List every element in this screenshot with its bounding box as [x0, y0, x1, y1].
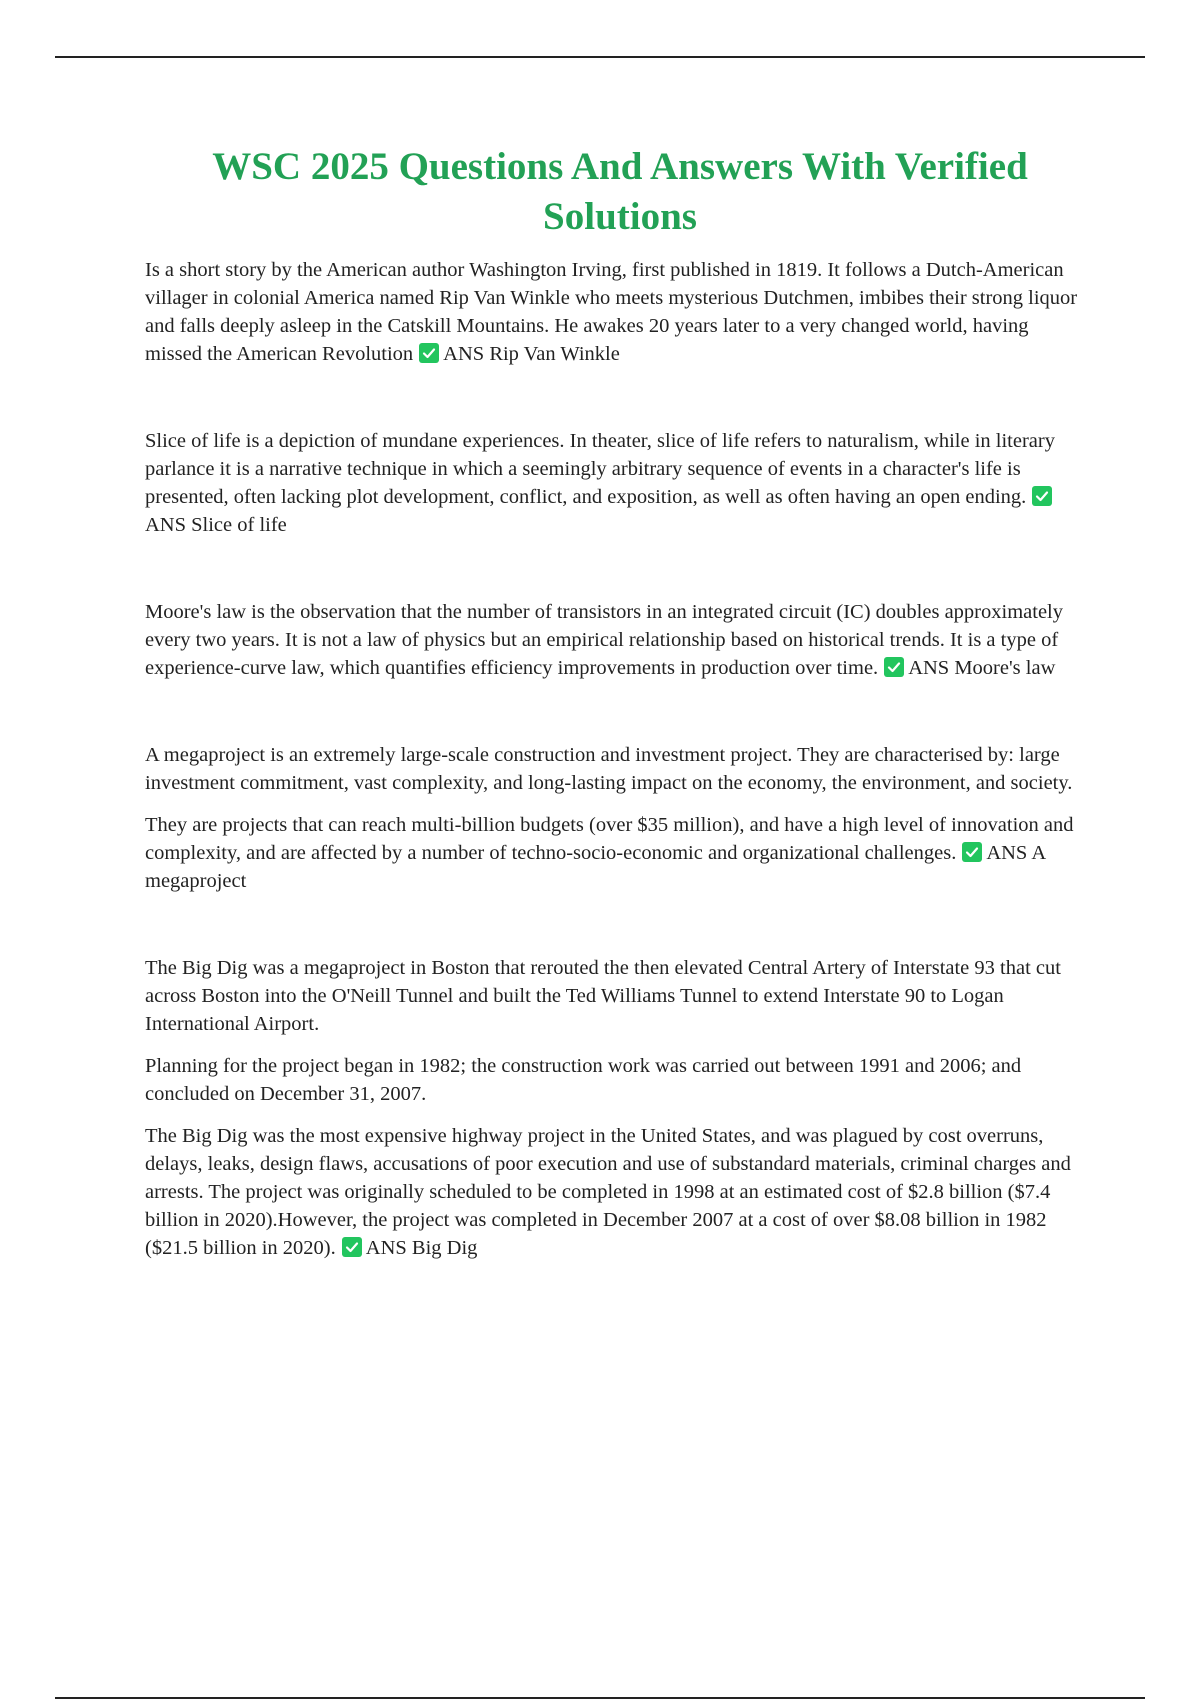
answer-text: Rip Van Winkle: [489, 343, 620, 365]
question-paragraph: [145, 256, 1090, 368]
answer-prefix: ANS: [145, 514, 187, 536]
qa-item: [145, 256, 1090, 368]
question-text: The Big Dig was the most expensive highway project in the United States, and was plagued by cost overruns, delays, leaks, design flaws, accusations of poor execution and use of substandard materials, criminal charges and arrests. The project was originally scheduled to be completed in 1998 at an estimated cost of $2.8 billion ($7.4 billion in 2020).However, the project was completed in December 2007 at a cost of over $8.08 billion in 1982 ($21.5 billion in 2020).: [145, 1125, 1071, 1259]
qa-item: [145, 598, 1090, 682]
document-title: WSC 2025 Questions And Answers With Verified Solutions: [212, 145, 1028, 238]
question-paragraph: The Big Dig was a megaproject in Boston that rerouted the then elevated Central Artery of Interstate 93 that cut across Boston into the O'Neill Tunnel and built the Ted Williams Tunnel to extend Interstate 90 to Logan International Airport.: [145, 957, 1061, 1035]
answer-text: Big Dig: [411, 1237, 478, 1259]
question-text: They are projects that can reach multi-billion budgets (over $35 million), and have a high level of innovation and complexity, and are affected by a number of techno-socio-economic and organizational challenges.: [145, 814, 1074, 864]
answer-prefix: ANS: [443, 343, 485, 365]
answer-text: A megaproject: [145, 842, 1046, 892]
checkmark-icon: [1032, 486, 1052, 506]
answer-prefix: ANS: [986, 842, 1028, 864]
checkmark-icon: [342, 1237, 362, 1257]
answer-prefix: ANS: [908, 657, 950, 679]
question-paragraph: [145, 427, 1090, 539]
answer-text: Moore's law: [954, 657, 1056, 679]
checkmark-icon: [962, 842, 982, 862]
question-paragraph: Planning for the project began in 1982; the construction work was carried out between 1991 and 2006; and concluded on December 31, 2007.: [145, 1055, 1022, 1105]
question-text: Is a short story by the American author Washington Irving, first published in 1819. It follows a Dutch-American villager in colonial America named Rip Van Winkle who meets mysterious Dutchmen, imbibes their strong liquor and falls deeply asleep in the Catskill Mountains. He awakes 20 years later to a very changed world, having missed the American Revolution: [145, 259, 1078, 365]
qa-item: [145, 427, 1090, 539]
question-text: Moore's law is the observation that the number of transistors in an integrated circuit (IC) doubles approximately every two years. It is not a law of physics but an empirical relationship based on historical trends. It is a type of experience-curve law, which quantifies efficiency improvements in production over time.: [145, 601, 1063, 679]
qa-list: [145, 256, 1090, 1321]
answer-text: Slice of life: [191, 514, 287, 536]
qa-item: [145, 954, 1090, 1262]
top-rule: [55, 56, 1145, 58]
qa-item: [145, 741, 1090, 895]
checkmark-icon: [419, 343, 439, 363]
answer-prefix: ANS: [365, 1237, 407, 1259]
question-paragraph: A megaproject is an extremely large-scale construction and investment project. They are characterised by: large investment commitment, vast complexity, and long-lasting impact on the economy, the environment, and society.: [145, 744, 1073, 794]
question-text: Slice of life is a depiction of mundane experiences. In theater, slice of life refers to naturalism, while in literary parlance it is a narrative technique in which a seemingly arbitrary sequence of events in a character's life is presented, often lacking plot development, conflict, and exposition, as well as often having an open ending.: [145, 430, 1055, 508]
question-paragraph: [145, 1122, 1090, 1262]
checkmark-icon: [884, 657, 904, 677]
bottom-rule: [55, 1697, 1145, 1699]
question-paragraph: [145, 811, 1090, 895]
question-paragraph: [145, 598, 1090, 682]
